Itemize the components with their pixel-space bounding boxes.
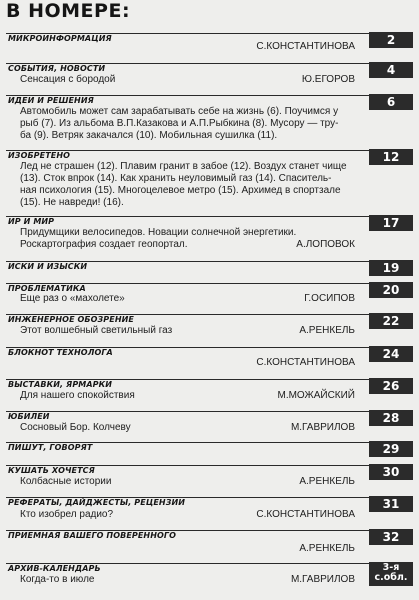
article-line: Роскартография создает геопортал. [20, 239, 188, 250]
section-heading: ЮБИЛЕИ [8, 412, 50, 421]
section-author: А.ЛОПОВОК [296, 239, 355, 250]
article-line: ба (9). Ветряк закачался (10). Мобильная сушилка (11). [20, 130, 278, 141]
article-line: Лед не страшен (12). Плавим гранит в забое (12). Воздух станет чище [20, 161, 347, 172]
article-title: Сенсация с бородой [20, 74, 116, 85]
page-number-badge: 19 [369, 260, 413, 276]
section-author: Ю.ЕГОРОВ [301, 74, 355, 85]
section-heading: ИЗОБРЕТЕНО [8, 151, 71, 160]
article-line: (13). Сток впрок (14). Как хранить неуловимый газ (14). Спаситель- [20, 173, 332, 184]
section-heading: ИСКИ И ИЗЫСКИ [8, 262, 88, 271]
section-heading: СОБЫТИЯ, НОВОСТИ [8, 64, 106, 73]
page-number-badge: 24 [369, 346, 413, 362]
page-number-badge: 22 [369, 313, 413, 329]
page-title: В НОМЕРЕ: [6, 0, 131, 22]
article-title: Для нашего спокойствия [20, 390, 135, 401]
article-title: Кто изобрел радио? [20, 509, 114, 520]
section-heading: ИДЕИ И РЕШЕНИЯ [8, 96, 94, 105]
section-author: С.КОНСТАНТИНОВА [256, 509, 355, 520]
section-author: А.РЕНКЕЛЬ [299, 543, 355, 554]
article-title: Этот волшебный светильный газ [20, 325, 173, 336]
page-number-badge [369, 562, 413, 586]
article-line: Придумщики велосипедов. Новации солнечной энергетики. [20, 227, 297, 238]
section-author: А.РЕНКЕЛЬ [299, 325, 355, 336]
section-heading: ВЫСТАВКИ, ЯРМАРКИ [8, 380, 113, 389]
section-author: Г.ОСИПОВ [304, 293, 355, 304]
section-heading: ИНЖЕНЕРНОЕ ОБОЗРЕНИЕ [8, 315, 134, 324]
section-author: М.ГАВРИЛОВ [290, 574, 355, 585]
article-line: ная психология (15). Многоцелевое метро (15). Архимед в спортзале [20, 185, 341, 196]
page-number-badge: 4 [369, 62, 413, 78]
section-heading: МИКРОИНФОРМАЦИЯ [8, 34, 112, 43]
section-heading: РЕФЕРАТЫ, ДАЙДЖЕСТЫ, РЕЦЕНЗИИ [8, 498, 186, 507]
page-number-badge: 17 [369, 215, 413, 231]
page-number-badge: 31 [369, 496, 413, 512]
section-heading: ИР И МИР [8, 217, 55, 226]
section-author: А.РЕНКЕЛЬ [299, 476, 355, 487]
page-number-badge: 20 [369, 282, 413, 298]
section-divider [6, 216, 369, 217]
section-author: С.КОНСТАНТИНОВА [256, 357, 355, 368]
section-heading: КУШАТЬ ХОЧЕТСЯ [8, 466, 95, 475]
article-line: рыб (7). Из альбома В.П.Казакова и А.П.Рыбкина (8). Мусору — тру- [20, 118, 339, 129]
page-number-badge: 30 [369, 464, 413, 480]
section-heading: БЛОКНОТ ТЕХНОЛОГА [8, 348, 113, 357]
section-heading: ПИШУТ, ГОВОРЯТ [8, 443, 93, 452]
page-number-badge: 2 [369, 32, 413, 48]
page-number-badge: 29 [369, 441, 413, 457]
page-number-badge: 26 [369, 378, 413, 394]
section-heading: АРХИВ-КАЛЕНДАРЬ [8, 564, 101, 573]
article-line: Автомобиль может сам зарабатывать себе на жизнь (6). Поучимся у [20, 106, 339, 117]
page-number-line: с.обл. [374, 572, 408, 583]
article-title: Еще раз о «махолете» [20, 293, 125, 304]
section-heading: ПРОБЛЕМАТИКА [8, 284, 86, 293]
page-number-line: 3-я [382, 562, 400, 573]
section-heading: ПРИЕМНАЯ ВАШЕГО ПОВЕРЕННОГО [8, 531, 177, 540]
page-number-badge: 32 [369, 529, 413, 545]
page-number-badge: 12 [369, 149, 413, 165]
page-number-badge: 6 [369, 94, 413, 110]
page-number-badge: 28 [369, 410, 413, 426]
section-author: С.КОНСТАНТИНОВА [256, 41, 355, 52]
article-title: Сосновый Бор. Колчеву [20, 422, 131, 433]
section-author: М.ГАВРИЛОВ [290, 422, 355, 433]
article-title: Когда-то в июле [20, 574, 95, 585]
section-divider [6, 411, 369, 412]
section-author: М.МОЖАЙСКИЙ [277, 390, 355, 401]
article-title: Колбасные истории [20, 476, 112, 487]
article-line: (15). Не навреди! (16). [20, 197, 124, 208]
